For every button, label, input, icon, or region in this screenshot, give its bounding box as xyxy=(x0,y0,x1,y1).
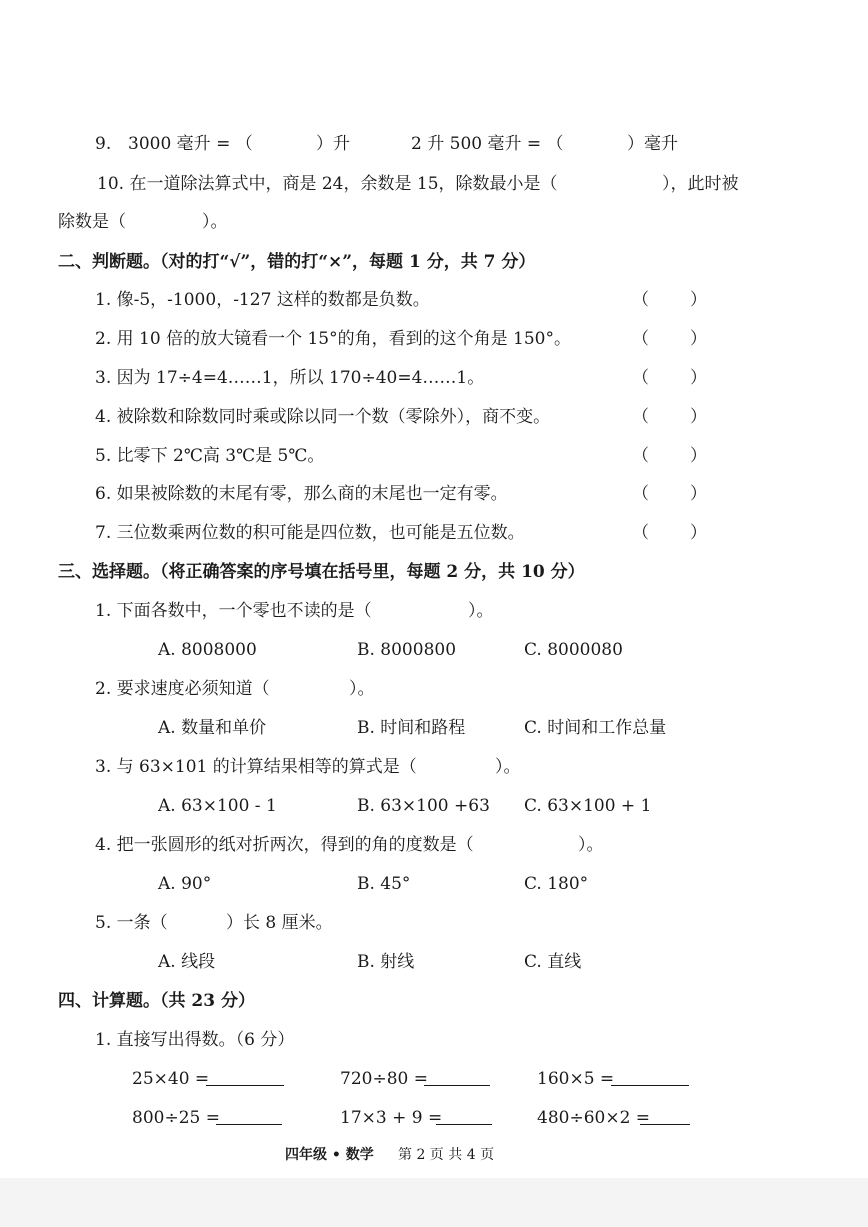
choice-question-stem: 3. 与 63×101 的计算结果相等的算式是（ xyxy=(95,757,417,777)
option-a[interactable]: A. 90° xyxy=(158,874,212,894)
answer-paren-close: ） xyxy=(690,290,707,310)
choice-options xyxy=(0,792,868,820)
answer-paren-open[interactable]: （ xyxy=(632,523,649,543)
page-footer xyxy=(0,1143,868,1167)
judgment-item-text: 6. 如果被除数的末尾有零，那么商的末尾也一定有零。 xyxy=(95,484,508,504)
calc-expression: 720÷80 = xyxy=(340,1069,428,1089)
calc-expression: 160×5 = xyxy=(537,1069,615,1089)
section-four-heading: 四、计算题。（共 23 分） xyxy=(58,991,255,1011)
option-b[interactable]: B. 射线 xyxy=(357,952,415,972)
choice-question xyxy=(0,909,868,937)
option-c[interactable]: C. 180° xyxy=(524,874,589,894)
question-9-part-a-close: ）升 xyxy=(316,134,350,154)
choice-question-stem-close: ）。 xyxy=(495,757,521,777)
judgment-item-text: 5. 比零下 2℃高 3℃是 5℃。 xyxy=(95,446,325,466)
answer-paren-close: ） xyxy=(690,329,707,349)
answer-paren-close: ） xyxy=(690,523,707,543)
answer-blank[interactable] xyxy=(424,1085,490,1086)
calc-expression: 25×40 = xyxy=(132,1069,210,1089)
answer-paren-close: ） xyxy=(690,484,707,504)
calc-expression: 800÷25 = xyxy=(132,1108,220,1128)
judgment-item xyxy=(0,364,868,392)
answer-blank[interactable] xyxy=(216,1124,282,1125)
judgment-item xyxy=(0,286,868,314)
answer-paren-open[interactable]: （ xyxy=(632,329,649,349)
choice-question xyxy=(0,675,868,703)
section-two-heading: 二、判断题。（对的打“√”，错的打“×”，每题 1 分，共 7 分） xyxy=(58,252,536,272)
judgment-item-text: 3. 因为 17÷4=4……1，所以 170÷40=4……1。 xyxy=(95,368,485,388)
option-a[interactable]: A. 数量和单价 xyxy=(158,718,267,738)
option-a[interactable]: A. 8008000 xyxy=(158,640,257,660)
calc-row-1 xyxy=(0,1065,868,1093)
judgment-item-text: 7. 三位数乘两位数的积可能是四位数，也可能是五位数。 xyxy=(95,523,525,543)
judgment-item xyxy=(0,519,868,547)
answer-blank[interactable] xyxy=(611,1085,689,1086)
answer-paren-open[interactable]: （ xyxy=(632,484,649,504)
judgment-item-text: 4. 被除数和除数同时乘或除以同一个数（零除外），商不变。 xyxy=(95,407,551,427)
choice-question-stem: 4. 把一张圆形的纸对折两次，得到的角的度数是（ xyxy=(95,835,474,855)
option-a[interactable]: A. 线段 xyxy=(158,952,216,972)
choice-question-stem: 1. 下面各数中，一个零也不读的是（ xyxy=(95,601,372,621)
question-9-number: 9. xyxy=(95,134,112,154)
question-10-continuation: 除数是（ xyxy=(58,212,126,232)
answer-paren-open[interactable]: （ xyxy=(632,446,649,466)
judgment-item-text: 1. 像-5，-1000，-127 这样的数都是负数。 xyxy=(95,290,430,310)
choice-options xyxy=(0,714,868,742)
option-c[interactable]: C. 时间和工作总量 xyxy=(524,718,667,738)
answer-blank[interactable] xyxy=(436,1124,492,1125)
answer-paren-close: ） xyxy=(690,446,707,466)
answer-paren-close: ） xyxy=(690,368,707,388)
answer-blank[interactable] xyxy=(640,1124,690,1125)
footer-subject: 四年级 • 数学 xyxy=(285,1147,374,1163)
choice-question-stem-close: ）。 xyxy=(349,679,375,699)
choice-question-stem: 2. 要求速度必须知道（ xyxy=(95,679,270,699)
question-9 xyxy=(0,130,868,158)
choice-question xyxy=(0,597,868,625)
question-10-line-2 xyxy=(0,208,868,236)
judgment-item xyxy=(0,403,868,431)
choice-question xyxy=(0,753,868,781)
option-b[interactable]: B. 8000800 xyxy=(357,640,457,660)
judgment-item xyxy=(0,480,868,508)
calc-subquestion-title: 1. 直接写出得数。（6 分） xyxy=(95,1030,295,1050)
question-10-line-1 xyxy=(0,170,868,198)
question-9-part-a: 3000 毫升 = （ xyxy=(128,134,253,154)
question-10-continuation-close: ）。 xyxy=(202,212,228,232)
section-three-heading-row xyxy=(0,558,868,586)
answer-paren-open[interactable]: （ xyxy=(632,368,649,388)
choice-question-stem-close: ）。 xyxy=(578,835,604,855)
judgment-item xyxy=(0,325,868,353)
question-10-text: 10. 在一道除法算式中，商是 24，余数是 15，除数最小是（ xyxy=(97,174,558,194)
calc-row-2 xyxy=(0,1104,868,1132)
option-b[interactable]: B. 63×100 +63 xyxy=(357,796,490,816)
option-b[interactable]: B. 45° xyxy=(357,874,411,894)
section-two-heading-row xyxy=(0,248,868,276)
choice-question-stem-close: ）长 8 厘米。 xyxy=(226,913,333,933)
page-bottom-margin xyxy=(0,1178,868,1227)
answer-paren-close: ） xyxy=(690,407,707,427)
question-9-part-b: 2 升 500 毫升 = （ xyxy=(411,134,564,154)
option-b[interactable]: B. 时间和路程 xyxy=(357,718,466,738)
choice-options xyxy=(0,870,868,898)
section-three-heading: 三、选择题。（将正确答案的序号填在括号里，每题 2 分，共 10 分） xyxy=(58,562,585,582)
calc-expression: 17×3 + 9 = xyxy=(340,1108,443,1128)
footer-page-info: 第 2 页 共 4 页 xyxy=(398,1147,495,1163)
option-a[interactable]: A. 63×100 - 1 xyxy=(158,796,277,816)
option-c[interactable]: C. 直线 xyxy=(524,952,582,972)
answer-blank[interactable] xyxy=(206,1085,284,1086)
judgment-item-text: 2. 用 10 倍的放大镜看一个 15°的角，看到的这个角是 150°。 xyxy=(95,329,571,349)
section-four-heading-row xyxy=(0,987,868,1015)
calc-subquestion xyxy=(0,1026,868,1054)
question-9-part-b-close: ）毫升 xyxy=(627,134,678,154)
choice-question xyxy=(0,831,868,859)
option-c[interactable]: C. 63×100 + 1 xyxy=(524,796,652,816)
choice-question-stem-close: ）。 xyxy=(468,601,494,621)
calc-expression: 480÷60×2 = xyxy=(537,1108,651,1128)
answer-paren-open[interactable]: （ xyxy=(632,290,649,310)
choice-question-stem: 5. 一条（ xyxy=(95,913,168,933)
choice-options xyxy=(0,636,868,664)
choice-options xyxy=(0,948,868,976)
answer-paren-open[interactable]: （ xyxy=(632,407,649,427)
option-c[interactable]: C. 8000080 xyxy=(524,640,623,660)
judgment-item xyxy=(0,442,868,470)
question-10-close: ），此时被 xyxy=(662,174,739,194)
